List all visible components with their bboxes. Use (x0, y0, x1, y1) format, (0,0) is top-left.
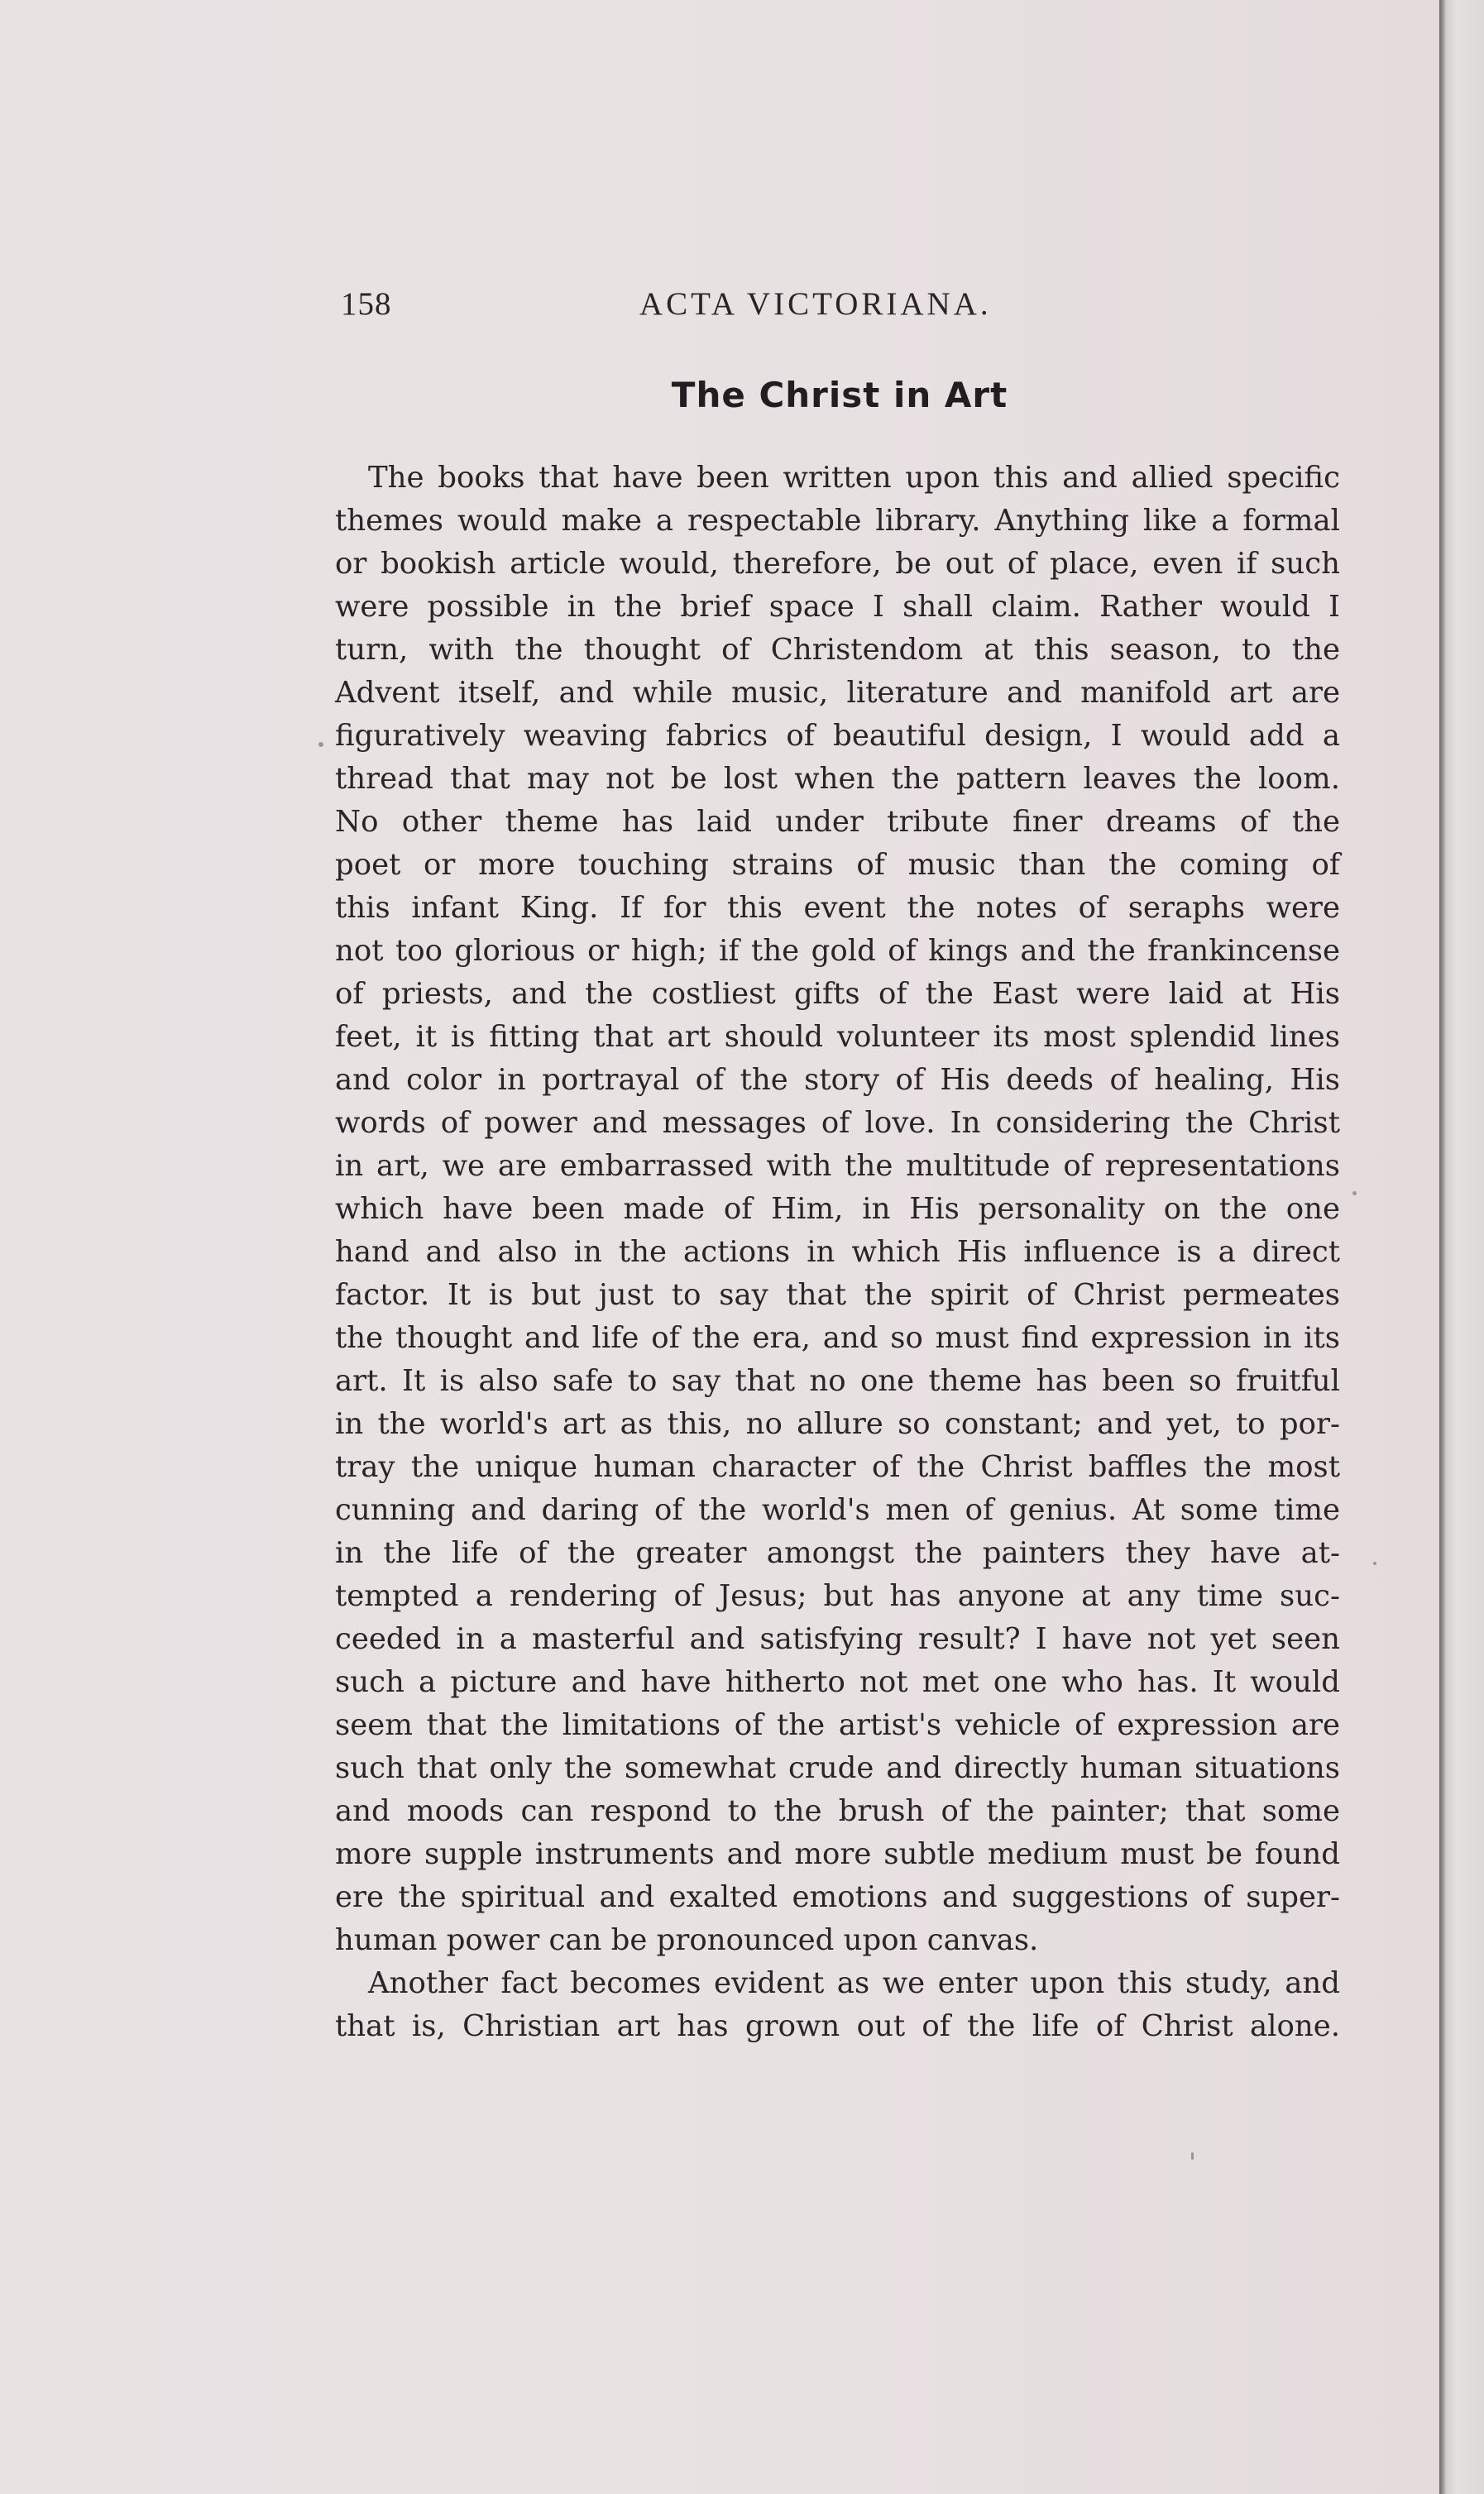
paper-speck (1191, 2152, 1194, 2160)
paper-speck (318, 742, 323, 747)
journal-title: ACTA VICTORIANA. (639, 286, 992, 322)
page-gutter-shadow (1439, 0, 1484, 2494)
text-line: factor. It is but just to say that the spirit of Christ permeates (335, 1278, 1340, 1312)
text-line: turn, with the thought of Christendom at this season, to the (335, 633, 1340, 667)
text-line: ere the spiritual and exalted emotions and suggestions of super- (335, 1880, 1340, 1914)
article-body (335, 457, 1340, 2048)
text-line: thread that may not be lost when the pattern leaves the loom. (335, 762, 1340, 796)
text-line: Advent itself, and while music, literature and manifold art are (335, 676, 1340, 710)
text-line: and color in portrayal of the story of His deeds of healing, His (335, 1063, 1340, 1097)
text-line: words of power and messages of love. In considering the Christ (335, 1106, 1340, 1140)
text-line: No other theme has laid under tribute finer dreams of the (335, 805, 1340, 839)
text-line: human power can be pronounced upon canvas. (335, 1923, 1039, 1957)
text-line: Another fact becomes evident as we enter upon this study, and (368, 1966, 1340, 2000)
paper-speck (1373, 1562, 1376, 1565)
text-line: not too glorious or high; if the gold of kings and the frankincense (335, 934, 1340, 968)
text-line: The books that have been written upon this and allied specific (368, 461, 1340, 495)
paragraph-2 (335, 1962, 1340, 2048)
text-line: and moods can respond to the brush of the painter; that some (335, 1794, 1340, 1828)
text-line: hand and also in the actions in which His influence is a direct (335, 1235, 1340, 1269)
article-title: The Christ in Art (671, 375, 1008, 415)
text-line: tray the unique human character of the Christ baffles the most (335, 1450, 1340, 1484)
text-line: themes would make a respectable library. Anything like a formal (335, 504, 1340, 538)
running-header (335, 285, 1046, 335)
text-line: poet or more touching strains of music than the coming of (335, 848, 1340, 882)
text-line: seem that the limitations of the artist's vehicle of expression are (335, 1708, 1340, 1742)
text-line: art. It is also safe to say that no one theme has been so fruitful (335, 1364, 1340, 1398)
text-line: such that only the somewhat crude and directly human situations (335, 1751, 1340, 1785)
paper-speck (1352, 1191, 1357, 1195)
text-line: or bookish article would, therefore, be out of place, even if such (335, 547, 1340, 581)
text-line: in the life of the greater amongst the painters they have at- (335, 1536, 1340, 1570)
text-line: this infant King. If for this event the notes of seraphs were (335, 891, 1340, 925)
text-line: tempted a rendering of Jesus; but has anyone at any time suc- (335, 1579, 1340, 1613)
text-line: which have been made of Him, in His personality on the one (335, 1192, 1340, 1226)
text-line: that is, Christian art has grown out of the life of Christ alone. (335, 2009, 1340, 2043)
text-line: in the world's art as this, no allure so constant; and yet, to por- (335, 1407, 1340, 1441)
text-line: cunning and daring of the world's men of genius. At some time (335, 1493, 1340, 1527)
text-line: feet, it is fitting that art should volunteer its most splendid lines (335, 1020, 1340, 1054)
page-number: 158 (341, 286, 392, 322)
text-line: ceeded in a masterful and satisfying result? I have not yet seen (335, 1622, 1340, 1656)
text-line: the thought and life of the era, and so must find expression in its (335, 1321, 1340, 1355)
text-line: in art, we are embarrassed with the multitude of representations (335, 1149, 1340, 1183)
text-line: were possible in the brief space I shall claim. Rather would I (335, 590, 1340, 624)
text-line: more supple instruments and more subtle medium must be found (335, 1837, 1340, 1871)
text-line: such a picture and have hitherto not met one who has. It would (335, 1665, 1340, 1699)
paragraph-1 (335, 457, 1340, 1962)
text-line: figuratively weaving fabrics of beautiful design, I would add a (335, 719, 1340, 753)
text-line: of priests, and the costliest gifts of the East were laid at His (335, 977, 1340, 1011)
